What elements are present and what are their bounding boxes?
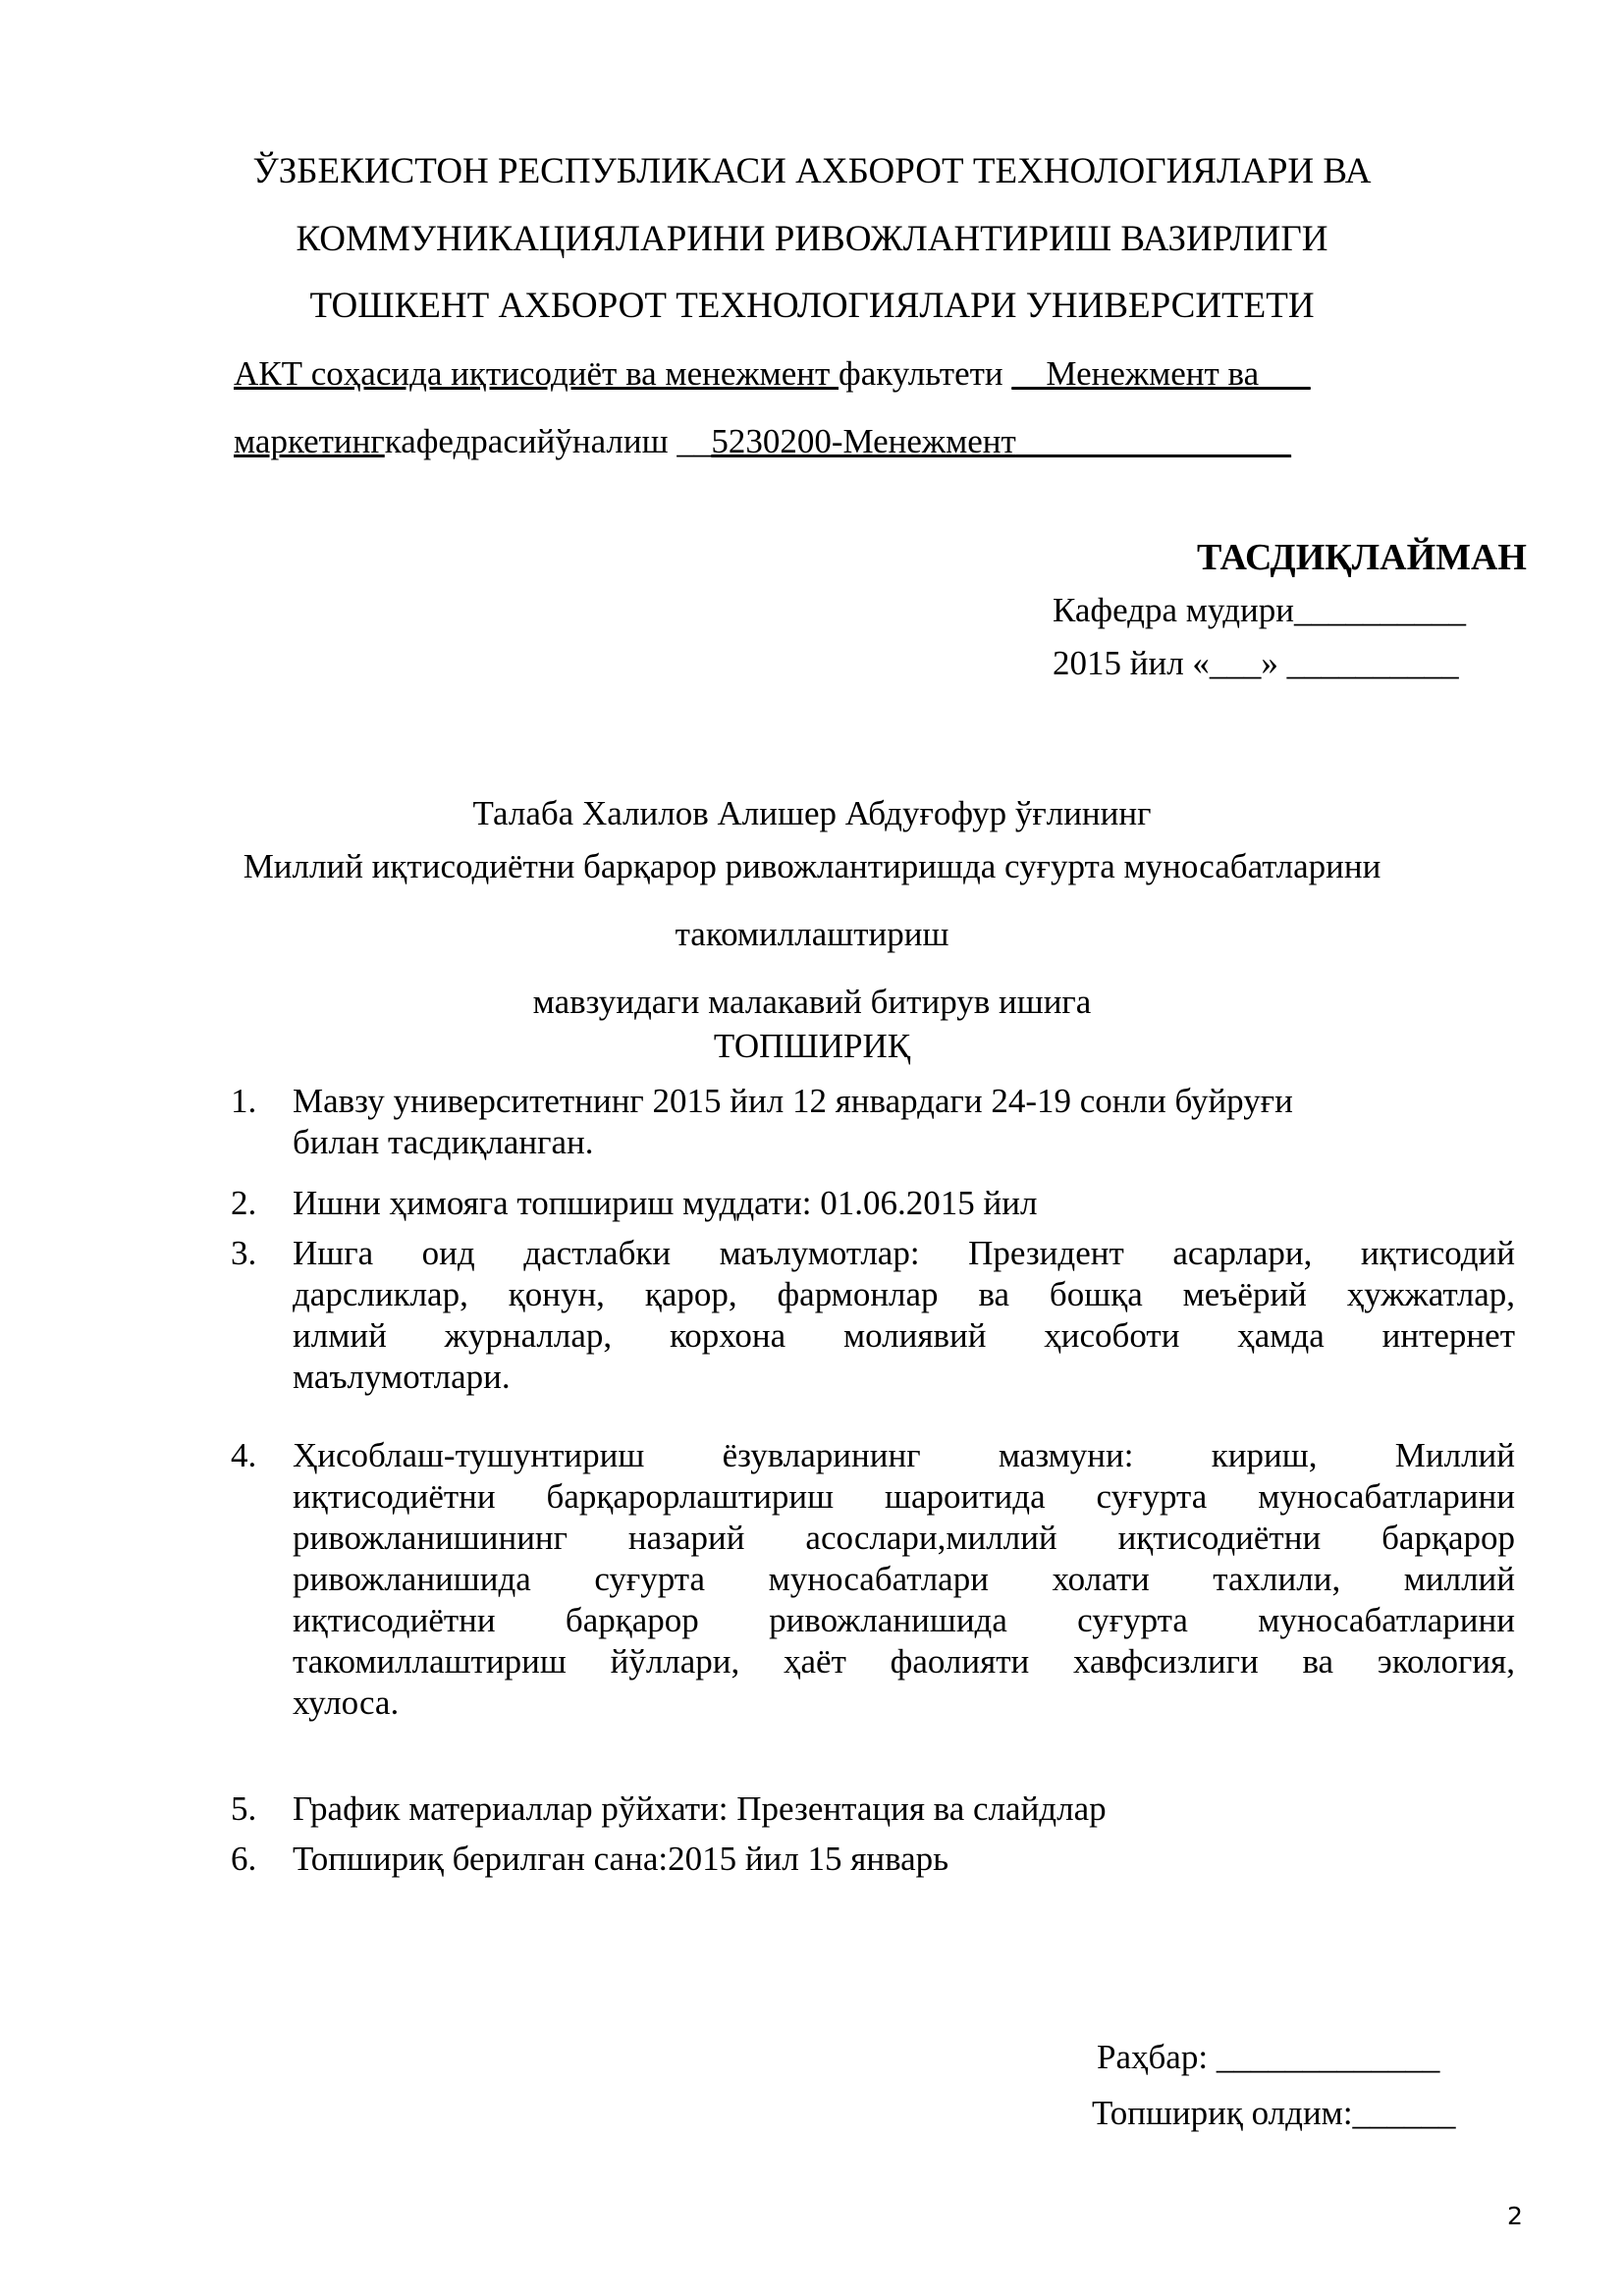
list-item-line: ривожланишининг назарий асослари,миллий иқтисодиётни барқарор [293,1519,1515,1557]
specialty-code: 5230200-Менежмент [711,422,1016,460]
department-name-part-2: маркетинг [234,422,385,460]
department-line [234,421,1291,462]
ministry-title-line-1: ЎЗБЕКИСТОН РЕСПУБЛИКАСИ АХБОРОТ ТЕХНОЛОГИЯЛАРИ ВА [252,151,1372,191]
list-item-text [293,1435,1515,1724]
list-item-line: ривожланишида суғурта муносабатлари холати тахлили, миллий [293,1560,1515,1598]
list-item-5 [231,1789,1515,1830]
list-number: 3. [231,1234,257,1272]
topic-line-3: мавзуидаги малакавий битирув ишига [532,983,1092,1021]
list-item-text [293,1233,1515,1398]
list-item-line: График материаллар рўйхати: Презентация ва слайдлар [293,1789,1107,1828]
list-item-4 [231,1435,1515,1724]
list-item-line: иқтисодиётни барқарор ривожланишида суғурта муносабатларини [293,1601,1515,1639]
list-item-line: билан тасдиқланган. [293,1123,594,1161]
approval-date-line: 2015 йил «___» __________ [1053,644,1459,682]
list-item-3 [231,1233,1515,1398]
approval-title: ТАСДИҚЛАЙМАН [1197,537,1527,578]
list-item-line: Топшириқ берилган сана:2015 йил 15 январь [293,1840,949,1878]
list-item-text [293,1081,1515,1163]
list-item-line: маълумотлари. [293,1358,511,1396]
department-label: кафедрасийўналиш [384,422,677,460]
list-item-line: хулоса. [293,1683,400,1722]
topic-line-1: Миллий иқтисодиётни барқарор ривожлантиришда суғурта муносабатларини [243,847,1381,885]
list-item-line: Ишга оид дастлабки маълумотлар: Президент асарлари, иқтисодий [293,1234,1515,1272]
university-title: ТОШКЕНТ АХБОРОТ ТЕХНОЛОГИЯЛАРИ УНИВЕРСИТЕТИ [309,286,1315,326]
list-number: 6. [231,1840,257,1878]
specialty-blank: ________________ [1015,422,1291,460]
list-number: 1. [231,1082,257,1120]
list-item-2 [231,1183,1515,1224]
list-item-1 [231,1081,1515,1163]
department-head-line: Кафедра мудири__________ [1053,591,1466,629]
assignment-title: ТОПШИРИҚ [713,1027,911,1065]
list-number: 2. [231,1184,257,1222]
list-item-line: такомиллаштириш йўллари, ҳаёт фаолияти хавфсизлиги ва экология, [293,1642,1515,1681]
list-item-line: иқтисодиётни барқарорлаштириш шароитида суғурта муносабатларини [293,1477,1515,1516]
list-item-line: Ҳисоблаш-тушунтириш ёзувларининг мазмуни: кириш, Миллий [293,1436,1515,1474]
page-number: 2 [1507,2202,1523,2230]
ministry-title-line-2: КОММУНИКАЦИЯЛАРИНИ РИВОЖЛАНТИРИШ ВАЗИРЛИГИ [296,219,1328,259]
supervisor-signature-line: Раҳбар: _____________ [1097,2038,1440,2076]
faculty-line [234,353,1311,395]
list-item-text [293,1839,1515,1880]
received-signature-line: Топшириқ олдим:______ [1092,2094,1456,2132]
list-item-line: Ишни ҳимояга топшириш муддати: 01.06.2015 йил [293,1184,1038,1222]
specialty-prefix: __ [677,422,712,460]
list-item-text [293,1183,1515,1224]
list-number: 5. [231,1789,257,1828]
department-name-part-1: __Менежмент ва___ [1011,354,1311,393]
faculty-label: факультети [839,354,1012,393]
topic-line-2: такомиллаштириш [675,915,949,953]
student-line: Талаба Халилов Алишер Абдуғофур ўғлининг [472,794,1152,832]
list-item-text [293,1789,1515,1830]
list-item-line: илмий журналлар, корхона молиявий ҳисоботи ҳамда интернет [293,1316,1515,1355]
list-item-line: дарсликлар, қонун, қарор, фармонлар ва бошқа меъёрий ҳужжатлар, [293,1275,1515,1313]
faculty-name: АКТ соҳасида иқтисодиёт ва менежмент [234,354,839,393]
list-number: 4. [231,1436,257,1474]
list-item-6 [231,1839,1515,1880]
list-item-line: Мавзу университетнинг 2015 йил 12 январдаги 24-19 сонли буйруғи [293,1082,1293,1120]
